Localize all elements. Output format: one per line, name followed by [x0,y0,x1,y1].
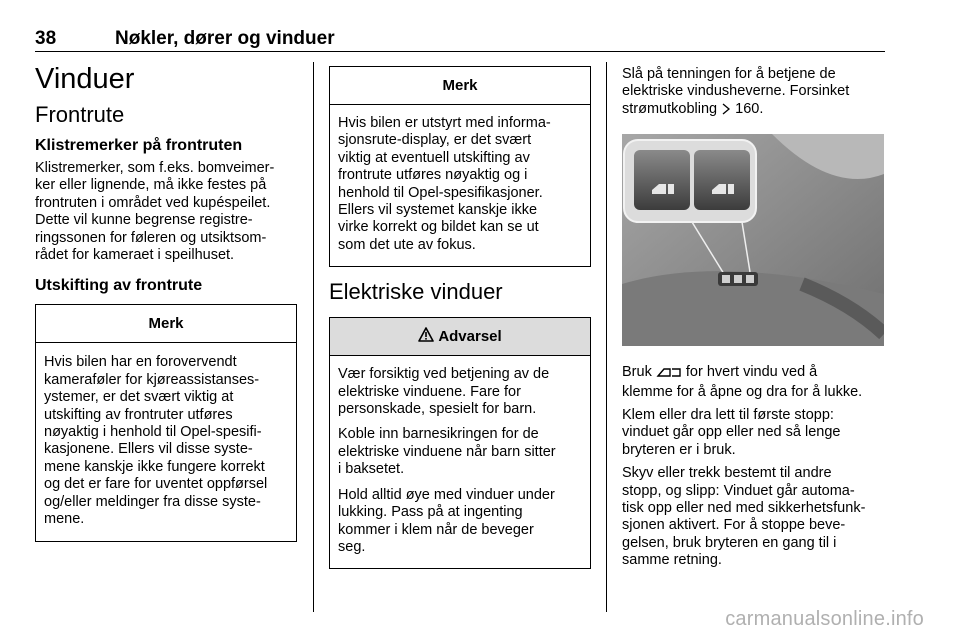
note-label: Merk [330,67,590,105]
running-title: Nøkler, dører og vinduer [115,28,335,49]
subsection-heading-windscreen: Frontrute [35,102,125,127]
warning-label: Advarsel [438,328,502,346]
note-text: Hvis bilen er utstyrt med informa- sjonsrute-display, er det svært viktig at eventuell utskifting av frontrute utføres nøyaktig og i henhold til Opel-spesifikasjoner. Ellers vil systemet kanskje ikke virke korrekt og bildet kan se ut som det ute av fokus. [338,115,551,253]
window-switch-icon [656,365,682,383]
note-label: Merk [36,305,296,343]
page-reference: 160. [735,100,764,117]
paragraph-stickers: Klistremerker, som f.eks. bomveimer- ker eller lignende, må ikke festes på frontruten i området ved kupéspeilet. Dette vil kunne begrense registre- ringssonen for føleren og utsiktsom- rådet for kameraet i speilhuset. [35,160,275,264]
note-box-display [329,66,591,267]
warning-paragraph-1: Vær forsiktig ved betjening av de elektriske vinduene. Fare for personskade, spesielt for barn. [338,366,550,418]
warning-header [330,318,590,356]
note-box-windscreen [35,304,297,541]
warning-triangle-icon [418,327,434,346]
paragraph-switch-use [622,364,884,401]
paragraph-switch-use-text: Bruk [622,364,656,381]
paragraph-switch-use-text: for hvert vindu ved å klemme for å åpne og dra for å lukke. [622,364,863,400]
paragraph-ignition-text: Slå på tenningen for å betjene de elektriske vindusheverne. Forsinket strømutkobling [622,66,850,117]
warning-paragraph-3: Hold alltid øye med vinduer under lukking. Pass på at ingenting kommer i klem når de beveger seg. [338,486,555,555]
watermark: carmanualsonline.info [725,608,924,630]
page-header [35,28,885,52]
paragraph-ignition [622,66,884,120]
column-divider [313,62,314,612]
paragraph-second-stop: Skyv eller trekk bestemt til andre stopp, og slipp: Vinduet går automa- tisk opp eller ned med sikkerhetsfunk- sjonen aktivert. For å stoppe beve- gelsen, bruk bryteren en gang til i samme retning. [622,465,866,569]
column-3 [622,66,884,570]
note-text: Hvis bilen har en forovervendt kameraføler for kjøreassistanses- ystemer, er det svært viktig at utskifting av frontruter utføres nøyaktig i henhold til Opel-spesifi- kasjonene. Ellers vil disse syste- mene kanskje ikke fungere korrekt og det er fare for uventet oppførsel og/eller meldinger fra disse syste- mene. [44,354,268,528]
window-switch-photo [622,134,884,346]
column-2 [329,66,591,569]
paragraph-first-stop: Klem eller dra lett til første stopp: vinduet går opp eller ned så lenge bryteren er i bruk. [622,407,841,458]
warning-box [329,317,591,569]
warning-paragraph-2: Koble inn barnesikringen for de elektriske vinduene når barn sitter i baksetet. [338,426,556,478]
page-number: 38 [35,28,57,49]
column-divider [606,62,607,612]
column-1 [35,62,297,542]
heading-windscreen-replacement: Utskifting av frontrute [35,277,203,295]
heading-windscreen-stickers: Klistremerker på frontruten [35,137,243,154]
page-reference-icon [721,103,731,120]
section-heading-windows: Vinduer [35,63,135,95]
subsection-heading-power-windows: Elektriske vinduer [329,279,503,305]
